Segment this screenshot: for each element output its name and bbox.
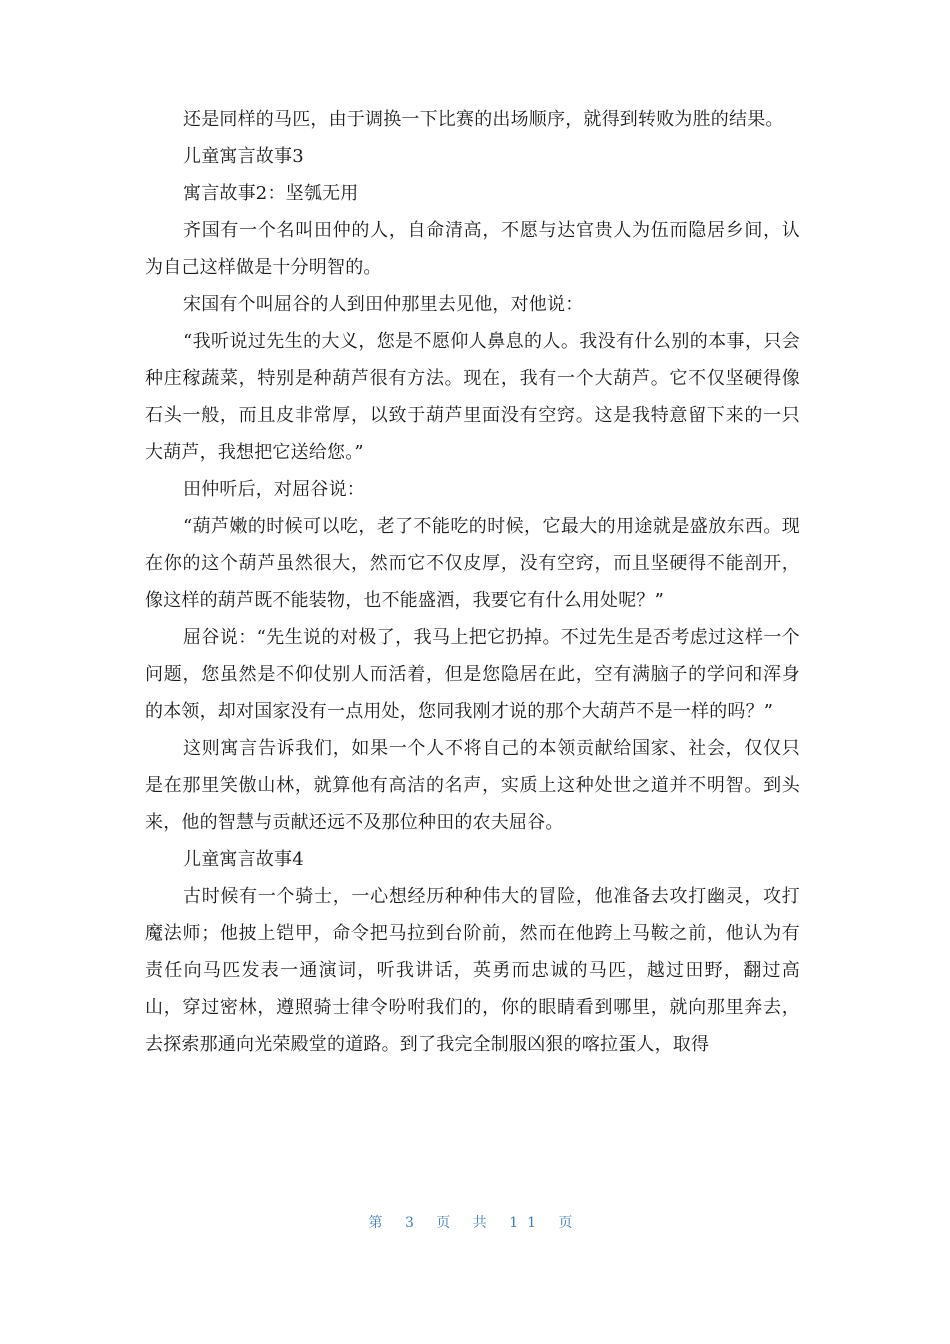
paragraph: 宋国有个叫屈谷的人到田仲那里去见他，对他说： [183, 294, 584, 315]
paragraph: 还是同样的马匹，由于调换一下比赛的出场顺序，就得到转败为胜的结果。 [183, 109, 784, 130]
paragraph-quote: “我听说过先生的大义，您是不愿仰人鼻息的人。我没有什么别的本事，只会种庄稼蔬菜，特别是种葫芦很有方法。现在，我有一个大葫芦。它不仅坚硬得像石头一般，而且皮非常厚，以致于葫芦里面没有空窍。这是我特意留下来的一只大葫芦，我想把它送给您。” [145, 331, 800, 463]
paragraph: 田仲听后，对屈谷说： [183, 479, 365, 500]
document-body [145, 101, 800, 1063]
paragraph-moral: 这则寓言告诉我们，如果一个人不将自己的本领贡献给国家、社会，仅仅只是在那里笑傲山林，就算他有高洁的名声，实质上这种处世之道并不明智。到头来，他的智慧与贡献还远不及那位种田的农夫屈谷。 [145, 738, 800, 833]
story-title: 寓言故事2：坚瓠无用 [183, 183, 359, 204]
page-number-footer: 第 3 页 共 11 页 [368, 1215, 582, 1231]
paragraph-quote: “葫芦嫩的时候可以吃，老了不能吃的时候，它最大的用途就是盛放东西。现在你的这个葫芦虽然很大，然而它不仅皮厚，没有空窍，而且坚硬得不能剖开，像这样的葫芦既不能装物，也不能盛酒，我要它有什么用处呢？” [145, 516, 800, 611]
paragraph: 屈谷说：“先生说的对极了，我马上把它扔掉。不过先生是否考虑过这样一个问题，您虽然是不仰仗别人而活着，但是您隐居在此，空有满脑子的学问和浑身的本领，却对国家没有一点用处，您同我刚才说的那个大葫芦不是一样的吗？” [145, 627, 800, 722]
paragraph: 齐国有一个名叫田仲的人，自命清高，不愿与达官贵人为伍而隐居乡间，认为自己这样做是十分明智的。 [145, 220, 800, 278]
section-heading: 儿童寓言故事3 [183, 146, 304, 167]
paragraph: 古时候有一个骑士，一心想经历种种伟大的冒险，他准备去攻打幽灵，攻打魔法师；他披上铠甲，命令把马拉到台阶前，然而在他跨上马鞍之前，他认为有责任向马匹发表一通演词，听我讲话，英勇而忠诚的马匹，越过田野，翻过高山，穿过密林，遵照骑士律令吩咐我们的，你的眼睛看到哪里，就向那里奔去，去探索那通向光荣殿堂的道路。到了我完全制服凶狠的喀拉蛋人，取得 [145, 886, 800, 1055]
section-heading: 儿童寓言故事4 [183, 849, 304, 870]
